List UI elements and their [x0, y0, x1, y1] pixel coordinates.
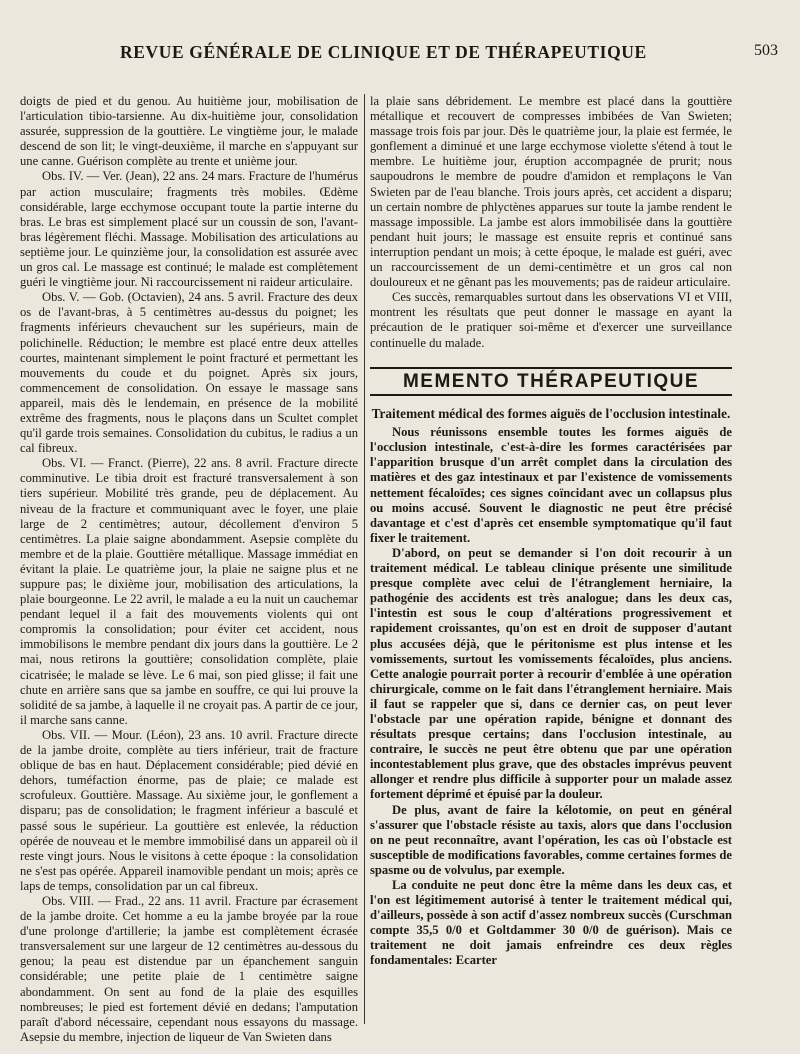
right-column: [370, 94, 732, 969]
observation-viii: Obs. VIII. — Frad., 22 ans. 11 avril. Fracture par écrasement de la jambe droite. Cet homme a eu la jambe broyée par la roue d'une prolonge d'artillerie; la jambe est complètement écrasée transversalement sur une largeur de 12 centimètres au-dessous du genou; la peau est distendue par un épanchement sanguin considérable; une petite plaie de 1 centimètre saigne abondamment. On sent au fond de la plaie des esquilles nombreuses; le pied est fortement dévié en dedans; l'amputation paraît d'abord nécessaire, cependant nous essayons du massage. Asepsie du membre, injection de liqueur de Van Swieten dans: [20, 893, 358, 1044]
left-column: [20, 94, 358, 1045]
memento-title: MEMENTO THÉRAPEUTIQUE: [402, 370, 700, 392]
section-title: Traitement médical des formes aiguës de l'occlusion intestinale.: [371, 405, 731, 421]
memento-paragraph-3: De plus, avant de faire la kélotomie, on peut en général s'assurer que l'obstacle résiste au taxis, alors que dans l'occlusion on ne peut reconnaître, avant l'opération, les cas où l'obstacle est susceptible de modifications favorables, comme certaines formes de spasme ou de volvulus, par exemple.: [370, 802, 732, 877]
page-number: 503: [754, 42, 778, 59]
memento-rule-bottom: [370, 394, 732, 396]
running-header: [20, 38, 790, 68]
observation-continuation: doigts de pied et du genou. Au huitième jour, mobilisation de l'articulation tibio-tarsienne. Au dix-huitième jour, consolidation assurée, suppression de la gouttière. Le vingtième jour, le malade descend de son lit; le vingt-deuxième, il marche en s'appuyant sur une canne. Guérison complète au trente et unième jour.: [20, 94, 358, 169]
observation-vii: Obs. VII. — Mour. (Léon), 23 ans. 10 avril. Fracture directe de la jambe droite, complète au tiers inférieur, trait de fracture oblique de bas en haut. Déplacement considérable; pied dévié en dehors, tuméfaction énorme, pas de plaie; ce malade est scrofuleux. Gouttière. Massage. Au sixième jour, le gonflement a disparu; pas de consolidation; le fragment inférieur a basculé et passé sous le supérieur. La gouttière est enlevée, la réduction opérée de nouveau et le membre immobilisé dans un appareil où il reste vingt jours. Nous le visitons à cette époque : la consolidation ne s'est pas opérée. Appareil inamovible pendant un mois; après ce laps de temps, consolidation par un cal fibreux.: [20, 727, 358, 893]
observation-v: Obs. V. — Gob. (Octavien), 24 ans. 5 avril. Fracture des deux os de l'avant-bras, à 5 centimètres au-dessus du poignet; les fragments inférieurs chevauchent sur les supérieurs, main de polichinelle. Réduction; le membre est placé entre deux attelles courtes, maintenant simplement le point fracturé et permettant les mouvements du coude et du poignet. Après six jours, commencement de consolidation. On essaye le massage sans appareil, mais dès le lendemain, en présence de la mobilité extrême des fragments, nous le plaçons dans un Scultet complet qu'il garde trois semaines. Consolidation du cubitus, le radius a un cal fibreux.: [20, 290, 358, 456]
memento-paragraph-4: La conduite ne peut donc être la même dans les deux cas, et l'on est légitimement autorisé à tenter le traitement médical qui, d'ailleurs, possède à son actif d'assez nombreux succès (Curschman compte 35,5 0/0 et Goltdammer 30 0/0 de guérison). Mais ce traitement ne doit jamais enfreindre ces deux règles fondamentales: Ecarter: [370, 878, 732, 968]
journal-title: REVUE GÉNÉRALE DE CLINIQUE ET DE THÉRAPEUTIQUE: [120, 42, 647, 62]
memento-section: [370, 367, 732, 969]
observation-iv: Obs. IV. — Ver. (Jean), 22 ans. 24 mars. Fracture de l'humérus par action musculaire; fragments très mobiles. Œdème considérable, large ecchymose occupant toute la partie interne du bras. Le bras est simplement placé sur un coussin de son, l'avant-bras légèrement fléchi. Massage. Mobilisation des articulations au septième jour. Le quinzième jour, la consolidation est assurée avec un gros cal. Le massage est continué; le malade est complètement guéri le vingtième jour. Ni raccourcissement ni raideur articulaire.: [20, 169, 358, 290]
column-divider: [364, 94, 365, 1024]
conclusion-paragraph: Ces succès, remarquables surtout dans les observations VI et VIII, montrent les résultats que peut donner le massage en ayant la précaution de le pratiquer soi-même et d'exercer une surveillance continuelle du malade.: [370, 290, 732, 350]
memento-paragraph-1: Nous réunissons ensemble toutes les formes aiguës de l'occlusion intestinale, c'est-à-dire les formes caractérisées par l'apparition brusque d'un arrêt complet dans la circulation des matières et des gaz intestinaux et par l'existence de vomissements nettement fécaloïdes; ces signes coïncidant avec un collapsus plus ou moins accusé. Souvent le diagnostic ne peut être précisé davantage et c'est d'après cet ensemble symptomatique qu'il faut fixer le traitement.: [370, 425, 732, 545]
memento-paragraph-2: D'abord, on peut se demander si l'on doit recourir à un traitement médical. Le tableau clinique présente une similitude presque complète avec celui de l'étranglement herniaire, la pathogénie des accidents est très analogue; dans les deux cas, l'intestin est sous le coup d'altérations progressivement et rapidement croissantes, qu'on est en droit de supposer d'autant plus accusées déjà, que le péritonisme est plus intense et les vomissements, surtout les vomissements fécaloïdes, plus anciens. Cette analogie pourrait porter à recourir d'emblée à une opération chirurgicale, comme on le fait dans l'étranglement herniaire. Mais il faut se rappeler que si, dans ce dernier cas, on peut lever l'obstacle par une opération rapide, bénigne et donnant des résultats presque certains; dans l'occlusion intestinale, au contraire, le succès ne peut être obtenu que par une opération incontestablement plus grave, que des obstacles imprévus peuvent allonger et rendre plus difficile à supporter pour un malade assez fortement déprimé et épuisé par la douleur.: [370, 545, 732, 802]
observation-viii-continuation: la plaie sans débridement. Le membre est placé dans la gouttière métallique et recouvert de compresses imbibées de Van Swieten; massage trois fois par jour. Dès le quatrième jour, la plaie est fermée, le gonflement a diminué et une large ecchymose violette s'étend à tout le membre. Le huitième jour, éruption accompagnée de prurit; nous saupoudrons le membre de poudre d'amidon et remplaçons le Van Swieten par de l'eau blanche. Trois jours après, cet accident a disparu; un certain nombre de phlyctènes apparues sur toute la jambe rendent le massage impossible. La jambe est alors immobilisée dans la gouttière pendant huit jours; le massage est ensuite repris et continué sans interruption pendant un mois; à cette époque, le malade est guéri, avec un raccourcissement de un demi-centimètre et un gros cal non douloureux et ne gênant pas les mouvements; pas de raideur articulaire.: [370, 94, 732, 290]
observation-vi: Obs. VI. — Franct. (Pierre), 22 ans. 8 avril. Fracture directe comminutive. Le tibia droit est fracturé transversalement à son tiers supérieur. Mobilité très grande, peu de déplacement. Au niveau de la fracture et communiquant avec le foyer, une plaie large de 2 centimètres; autour, décollement d'environ 5 centimètres. La plaie saigne abondamment. Asepsie complète du membre et de la plaie. Gouttière métallique. Massage immédiat en évitant la plaie. Le quatrième jour, la plaie ne saigne plus et ne suppure pas; le dixième jour, mobilisation des articulations, la plaie bourgeonne. Le 22 avril, le malade a eu la nuit un cauchemar pendant lequel il a fait des mouvements violents qui ont compromis la consolidation; pour éviter cet accident, nous immobilisons le membre pendant dix jours dans la gouttière. Le 2 mai, nous retirons la gouttière; consolidation complète, plaie cicatrisée; le malade se lève. Le 6 mai, son pied glisse; il fait une chute en arrière sans que sa jambe en souffre, ce qui lui prouve la solidité de sa jambe, à laquelle il ne croyait pas. A partir de ce jour, il marche sans canne.: [20, 456, 358, 727]
